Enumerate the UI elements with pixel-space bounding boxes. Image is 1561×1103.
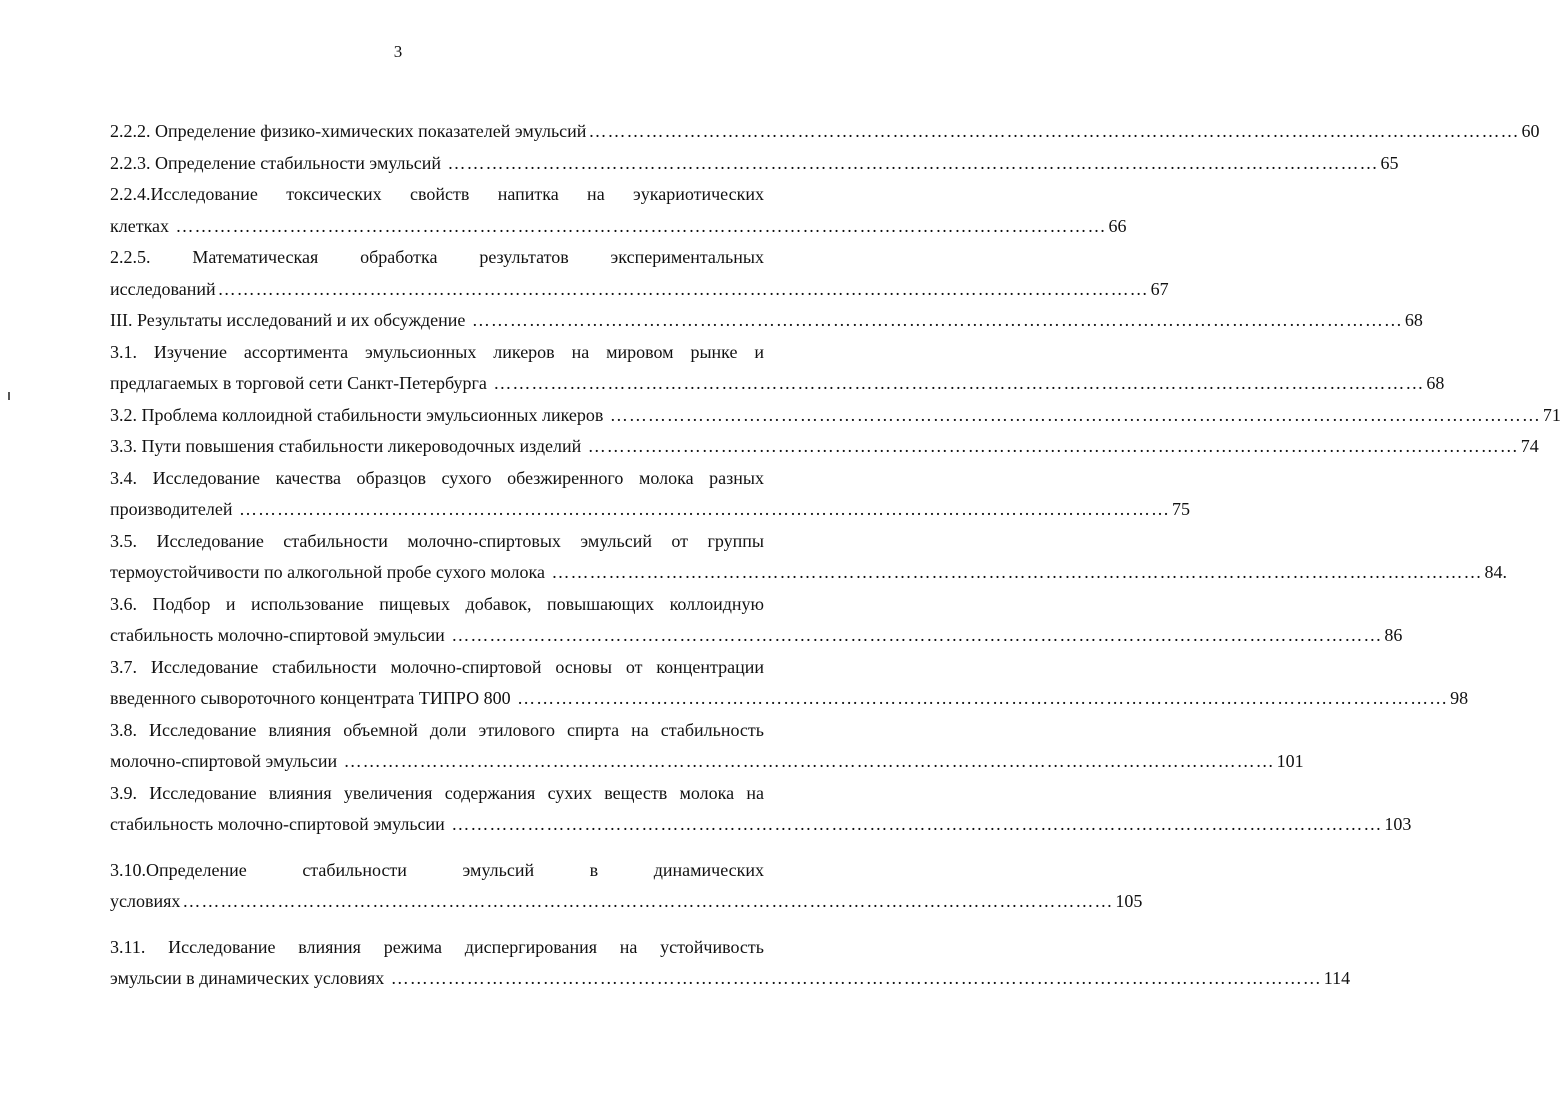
toc-page-number: 66 xyxy=(1108,215,1127,236)
toc-page-number: 75 xyxy=(1171,499,1190,519)
toc-entry[interactable] xyxy=(110,494,1190,526)
toc-entry[interactable] xyxy=(110,620,1403,652)
toc-entry-heading-line: 3.5. Исследование стабильности молочно-спиртовых эмульсий от группы xyxy=(110,530,764,551)
scan-mark xyxy=(8,392,10,400)
toc-entry-title: III. Результаты исследований и их обсуждение xyxy=(110,310,470,330)
toc-page-number: 71 xyxy=(1542,404,1561,425)
toc-entry-heading-line: 3.1. Изучение ассортимента эмульсионных ликеров на мировом рынке и xyxy=(110,341,764,362)
toc-entry-heading-line: 3.4. Исследование качества образцов сухого обезжиренного молока разных xyxy=(110,467,764,488)
toc-entry-title: исследований xyxy=(110,278,216,299)
toc-entry[interactable] xyxy=(110,963,1351,995)
toc-page-number: 86 xyxy=(1384,625,1403,645)
toc-entry-title: предлагаемых в торговой сети Санкт-Петербурга xyxy=(110,373,492,393)
toc-page-number: 67 xyxy=(1150,278,1169,299)
dot-leader: ………………………………………………………………………………………………………………………………… xyxy=(493,373,1425,393)
toc-entry[interactable] xyxy=(110,211,1127,243)
toc-entry-title: 3.3. Пути повышения стабильности ликероводочных изделий xyxy=(110,436,586,456)
toc-entry-title: эмульсии в динамических условиях xyxy=(110,968,389,988)
dot-leader: ………………………………………………………………………………………………………………………………… xyxy=(182,891,1114,911)
toc-entry-heading-line: 3.11. Исследование влияния режима диспергирования на устойчивость xyxy=(110,936,764,957)
toc-entry[interactable] xyxy=(110,886,1143,918)
dot-leader: ………………………………………………………………………………………………………………………………… xyxy=(175,215,1107,236)
toc-page-number: 101 xyxy=(1276,751,1304,771)
toc-page-number: 103 xyxy=(1384,814,1412,834)
toc-entry-title: клетках xyxy=(110,215,174,236)
toc-page-number: 65 xyxy=(1380,152,1399,173)
toc-entry-heading-line: 3.6. Подбор и использование пищевых добавок, повышающих коллоидную xyxy=(110,593,764,614)
dot-leader: ………………………………………………………………………………………………………………………………… xyxy=(238,499,1170,519)
toc-entry[interactable] xyxy=(110,557,1507,589)
toc-entry-heading-line: 2.2.5. Математическая обработка результатов экспериментальных xyxy=(110,247,764,267)
toc-page-number: 84. xyxy=(1484,562,1507,582)
toc-entry[interactable] xyxy=(110,116,1540,148)
toc-page-number: 74 xyxy=(1520,436,1539,456)
toc-entry[interactable] xyxy=(110,368,1445,400)
toc-page-number: 105 xyxy=(1115,891,1143,911)
table-of-contents xyxy=(110,116,1561,995)
toc-entry-title: 2.2.3. Определение стабильности эмульсий xyxy=(110,152,446,173)
toc-entry-title: термоустойчивости по алкогольной пробе сухого молока xyxy=(110,562,550,582)
dot-leader: ………………………………………………………………………………………………………………………………… xyxy=(217,278,1149,299)
toc-entry[interactable] xyxy=(110,305,1423,337)
toc-entry[interactable] xyxy=(110,809,1412,841)
toc-entry-heading-line: 3.7. Исследование стабильности молочно-спиртовой основы от концентрации xyxy=(110,656,764,677)
toc-entry-title: производителей xyxy=(110,499,237,519)
toc-entry-title: 2.2.2. Определение физико-химических показателей эмульсий xyxy=(110,121,587,141)
toc-entry-title: молочно-спиртовой эмульсии xyxy=(110,751,342,771)
toc-entry-heading-line: 3.10.Определение стабильности эмульсий в динамических xyxy=(110,859,764,880)
toc-entry-heading-line: 2.2.4.Исследование токсических свойств напитка на эукариотических xyxy=(110,184,764,204)
toc-entry-title: стабильность молочно-спиртовой эмульсии xyxy=(110,625,450,645)
dot-leader: ………………………………………………………………………………………………………………………………… xyxy=(588,121,1520,141)
toc-entry-title: введенного сывороточного концентрата ТИПРО 800 xyxy=(110,688,516,708)
toc-page-number: 68 xyxy=(1426,373,1445,393)
spacer xyxy=(110,918,764,932)
dot-leader: ………………………………………………………………………………………………………………………………… xyxy=(609,404,1541,425)
spacer xyxy=(110,841,764,855)
dot-leader: ………………………………………………………………………………………………………………………………… xyxy=(447,152,1379,173)
toc-page-number: 60 xyxy=(1521,121,1540,141)
toc-entry-title: условиях xyxy=(110,891,181,911)
toc-page-number: 98 xyxy=(1450,688,1469,708)
dot-leader: ………………………………………………………………………………………………………………………………… xyxy=(551,562,1483,582)
dot-leader: ………………………………………………………………………………………………………………………………… xyxy=(451,814,1383,834)
toc-entry[interactable] xyxy=(110,683,1469,715)
toc-entry[interactable] xyxy=(110,400,1561,432)
dot-leader: ………………………………………………………………………………………………………………………………… xyxy=(343,751,1275,771)
toc-page-number: 68 xyxy=(1404,310,1423,330)
dot-leader: ………………………………………………………………………………………………………………………………… xyxy=(517,688,1449,708)
toc-page-number: 114 xyxy=(1323,968,1351,988)
toc-entry[interactable] xyxy=(110,148,1399,180)
dot-leader: ………………………………………………………………………………………………………………………………… xyxy=(587,436,1519,456)
toc-entry-heading-line: 3.9. Исследование влияния увеличения содержания сухих веществ молока на xyxy=(110,782,764,803)
page-number: 3 xyxy=(393,42,403,61)
toc-entry-title: стабильность молочно-спиртовой эмульсии xyxy=(110,814,450,834)
toc-entry-heading-line: 3.8. Исследование влияния объемной доли этилового спирта на стабильность xyxy=(110,719,764,740)
toc-entry-title: 3.2. Проблема коллоидной стабильности эмульсионных ликеров xyxy=(110,404,608,425)
toc-entry[interactable] xyxy=(110,431,1539,463)
dot-leader: ………………………………………………………………………………………………………………………………… xyxy=(451,625,1383,645)
dot-leader: ………………………………………………………………………………………………………………………………… xyxy=(390,968,1322,988)
toc-entry[interactable] xyxy=(110,746,1304,778)
dot-leader: ………………………………………………………………………………………………………………………………… xyxy=(471,310,1403,330)
toc-entry[interactable] xyxy=(110,274,1169,306)
